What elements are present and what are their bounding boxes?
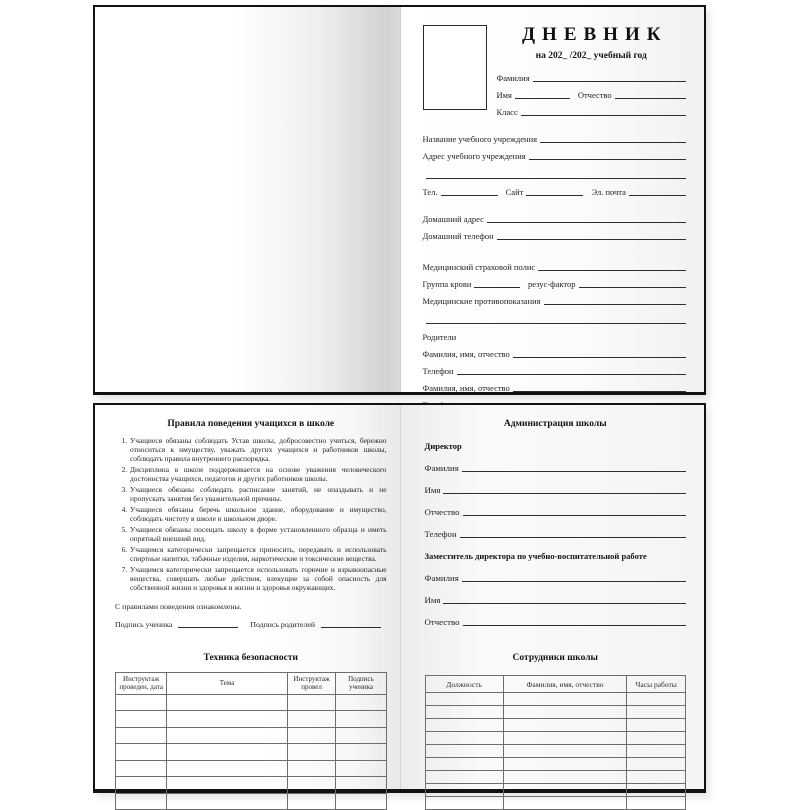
fill-in-line	[443, 594, 686, 604]
table-row	[116, 711, 387, 728]
fill-in-line	[533, 72, 686, 82]
table-cell	[116, 727, 167, 744]
table-row	[116, 727, 387, 744]
field-contacts	[423, 186, 687, 197]
field-director-patronymic	[425, 506, 687, 517]
rule-item: 1. Учащиеся обязаны соблюдать Устав школы, добросовестно учиться, бережно относиться к имуществу, уважать других учащихся и работников школы, соблюдать правила внутреннего распорядка.	[129, 436, 387, 463]
table-cell	[425, 693, 503, 706]
rule-item: 6. Учащимся категорически запрещается приносить, передавать и использовать спиртные напитки, табачные изделия, наркотические и токсические вещества.	[129, 545, 387, 563]
fill-in-line	[529, 150, 686, 160]
field-label: Название учебного учреждения	[423, 134, 538, 144]
table-cell	[503, 706, 627, 719]
fill-in-line	[462, 572, 686, 582]
table-cell	[116, 694, 167, 711]
director-heading: Директор	[425, 441, 687, 451]
table-row	[116, 760, 387, 777]
fill-in-line	[513, 348, 686, 358]
field-class	[497, 106, 687, 117]
field-label: Фамилия	[425, 463, 459, 473]
table-header-row	[425, 676, 686, 693]
fill-in-line	[497, 230, 686, 240]
field-name-patronymic	[497, 89, 687, 100]
field-home-address	[423, 213, 687, 224]
field-label: Тел.	[423, 187, 438, 197]
field-label: Имя	[497, 90, 512, 100]
table-row	[425, 797, 686, 810]
cover-title-column	[497, 25, 687, 117]
deputy-heading: Заместитель директора по учебно-воспитательной работе	[425, 551, 687, 561]
parents-heading: Родители	[423, 332, 687, 342]
acknowledgement-text: С правилами поведения ознакомлены.	[115, 602, 387, 611]
field-deputy-surname	[425, 572, 687, 583]
table-cell	[116, 793, 167, 810]
field-label: Отчество	[578, 90, 612, 100]
table-cell	[503, 771, 627, 784]
cover-subtitle: на 202_ /202_ учебный год	[497, 51, 687, 61]
table-cell	[425, 771, 503, 784]
table-row	[425, 745, 686, 758]
table-cell	[287, 727, 336, 744]
field-label: Группа крови	[423, 279, 472, 289]
table-cell	[336, 793, 386, 810]
table-row	[425, 771, 686, 784]
field-label: Фамилия, имя, отчество	[423, 349, 510, 359]
field-label: Адрес учебного учреждения	[423, 151, 526, 161]
table-cell	[167, 711, 287, 728]
fill-in-line	[629, 186, 686, 196]
top-spread	[93, 5, 706, 395]
table-cell	[116, 777, 167, 794]
table-cell	[425, 706, 503, 719]
field-label: Медицинский страховой полис	[423, 262, 536, 272]
fill-in-line	[540, 133, 686, 143]
table-header-cell: Должность	[425, 676, 503, 693]
safety-table-title: Техника безопасности	[115, 653, 387, 663]
continuation-line	[423, 314, 687, 325]
field-label: Фамилия, имя, отчество	[423, 383, 510, 393]
field-director-phone	[425, 528, 687, 539]
field-label: Фамилия	[497, 73, 530, 83]
blank-left-page	[95, 7, 400, 392]
field-label: резус-фактор	[528, 279, 576, 289]
table-cell	[627, 758, 686, 771]
field-blood-group	[423, 278, 687, 289]
table-cell	[627, 732, 686, 745]
table-cell	[336, 694, 386, 711]
field-label: Фамилия	[425, 573, 459, 583]
field-med-policy	[423, 261, 687, 272]
rule-item: 3. Учащиеся обязаны соблюдать расписание занятий, не опаздывать и не пропускать занятия без уважительной причины.	[129, 485, 387, 503]
cover-header	[423, 25, 687, 117]
field-director-surname	[425, 462, 687, 473]
fill-in-line	[538, 261, 686, 271]
fill-in-line	[443, 484, 686, 494]
table-cell	[425, 719, 503, 732]
admin-title: Администрация школы	[425, 419, 687, 429]
cover-form-page	[400, 7, 705, 392]
table-cell	[336, 777, 386, 794]
fill-in-line	[487, 213, 686, 223]
fill-in-line	[426, 169, 687, 179]
table-header-cell: Фамилия, имя, отчество	[503, 676, 627, 693]
page-title: ДНЕВНИК	[497, 25, 687, 46]
field-label: Класс	[497, 107, 518, 117]
table-cell	[167, 694, 287, 711]
field-deputy-name	[425, 594, 687, 605]
fill-in-line	[460, 528, 686, 538]
table-cell	[425, 797, 503, 810]
table-cell	[627, 706, 686, 719]
table-cell	[503, 745, 627, 758]
rule-item: 4. Учащиеся обязаны беречь школьное здание, оборудование и имущество, соблюдать чистоту в школе и школьном дворе.	[129, 505, 387, 523]
field-label: Имя	[425, 595, 441, 605]
table-cell	[503, 797, 627, 810]
table-row	[116, 744, 387, 761]
field-label: Телефон	[423, 366, 454, 376]
rule-item: 5. Учащиеся обязаны посещать школу в форме установленного образца и иметь опрятный внешний вид.	[129, 525, 387, 543]
field-home-phone	[423, 230, 687, 241]
field-school-name	[423, 133, 687, 144]
fill-in-line	[441, 186, 498, 196]
field-label: Сайт	[506, 187, 524, 197]
table-row	[425, 706, 686, 719]
field-label: Эл. почта	[591, 187, 625, 197]
safety-table	[115, 672, 387, 810]
signature-label: Подпись ученика	[115, 620, 172, 629]
table-header-cell: Подпись ученика	[336, 672, 386, 694]
continuation-line	[423, 169, 687, 180]
field-director-name	[425, 484, 687, 495]
field-label: Домашний телефон	[423, 231, 494, 241]
field-label: Отчество	[425, 507, 460, 517]
fill-in-line	[457, 365, 686, 375]
table-cell	[167, 777, 287, 794]
photo-placeholder	[423, 25, 487, 110]
table-cell	[167, 793, 287, 810]
field-label: Домашний адрес	[423, 214, 484, 224]
table-cell	[425, 745, 503, 758]
fill-in-line	[426, 314, 687, 324]
table-cell	[287, 760, 336, 777]
table-row	[425, 732, 686, 745]
fill-in-line	[463, 616, 687, 626]
table-row	[425, 758, 686, 771]
table-cell	[336, 744, 386, 761]
table-row	[425, 719, 686, 732]
fill-in-line	[544, 295, 686, 305]
signature-label: Подпись родителей	[250, 620, 315, 629]
table-cell	[167, 760, 287, 777]
table-cell	[627, 784, 686, 797]
field-label: Телефон	[425, 529, 457, 539]
table-row	[116, 694, 387, 711]
table-cell	[627, 771, 686, 784]
table-cell	[287, 777, 336, 794]
table-header-cell: Инструктаж проведен, дата	[116, 672, 167, 694]
table-cell	[336, 711, 386, 728]
table-row	[425, 693, 686, 706]
table-cell	[503, 719, 627, 732]
table-cell	[425, 784, 503, 797]
fill-in-line	[463, 506, 687, 516]
rules-title: Правила поведения учащихся в школе	[115, 419, 387, 429]
field-school-address	[423, 150, 687, 161]
table-cell	[116, 711, 167, 728]
table-header-row	[116, 672, 387, 694]
table-cell	[627, 693, 686, 706]
signature-row	[115, 619, 387, 629]
administration-page	[400, 405, 705, 789]
fill-in-line	[462, 462, 686, 472]
table-cell	[167, 744, 287, 761]
signature-line	[321, 619, 381, 628]
field-deputy-patronymic	[425, 616, 687, 627]
fill-in-line	[526, 186, 583, 196]
field-parent-fio	[423, 348, 687, 359]
staff-table	[425, 675, 687, 810]
table-cell	[287, 694, 336, 711]
table-header-cell: Тема	[167, 672, 287, 694]
fill-in-line	[579, 278, 686, 288]
rule-item: 2. Дисциплина в школе поддерживается на основе уважения человеческого достоинства учащихся, педагогов и других работников школы.	[129, 465, 387, 483]
table-cell	[503, 732, 627, 745]
signature-line	[178, 619, 238, 628]
field-label: Отчество	[425, 617, 460, 627]
table-cell	[116, 760, 167, 777]
table-cell	[167, 727, 287, 744]
table-row	[425, 784, 686, 797]
fill-in-line	[513, 382, 686, 392]
field-label: Медицинские противопоказания	[423, 296, 541, 306]
table-cell	[336, 760, 386, 777]
field-parent-fio	[423, 382, 687, 393]
table-cell	[627, 797, 686, 810]
table-cell	[336, 727, 386, 744]
table-cell	[627, 745, 686, 758]
table-row	[116, 793, 387, 810]
fill-in-line	[521, 106, 686, 116]
table-cell	[425, 732, 503, 745]
fill-in-line	[474, 278, 519, 288]
field-label: Имя	[425, 485, 441, 495]
table-row	[116, 777, 387, 794]
rules-page	[95, 405, 400, 789]
table-cell	[425, 758, 503, 771]
staff-table-title: Сотрудники школы	[425, 653, 687, 663]
fill-in-line	[515, 89, 570, 99]
table-header-cell: Часы работы	[627, 676, 686, 693]
rule-item: 7. Учащимся категорически запрещается использовать горючие и взрывоопасные вещества, совершать любые действия, влекущие за собой опасность для собственной жизни и здоровья и жизни и здоровья окружающих.	[129, 565, 387, 592]
table-cell	[503, 758, 627, 771]
fill-in-line	[615, 89, 686, 99]
rules-list	[115, 436, 387, 593]
table-cell	[287, 744, 336, 761]
table-cell	[503, 784, 627, 797]
field-surname	[497, 72, 687, 83]
field-med-contra	[423, 295, 687, 306]
bottom-spread	[93, 403, 706, 793]
table-cell	[116, 744, 167, 761]
table-header-cell: Инструктаж провел	[287, 672, 336, 694]
table-cell	[503, 693, 627, 706]
table-cell	[627, 719, 686, 732]
field-parent-phone	[423, 365, 687, 376]
table-cell	[287, 793, 336, 810]
table-cell	[287, 711, 336, 728]
